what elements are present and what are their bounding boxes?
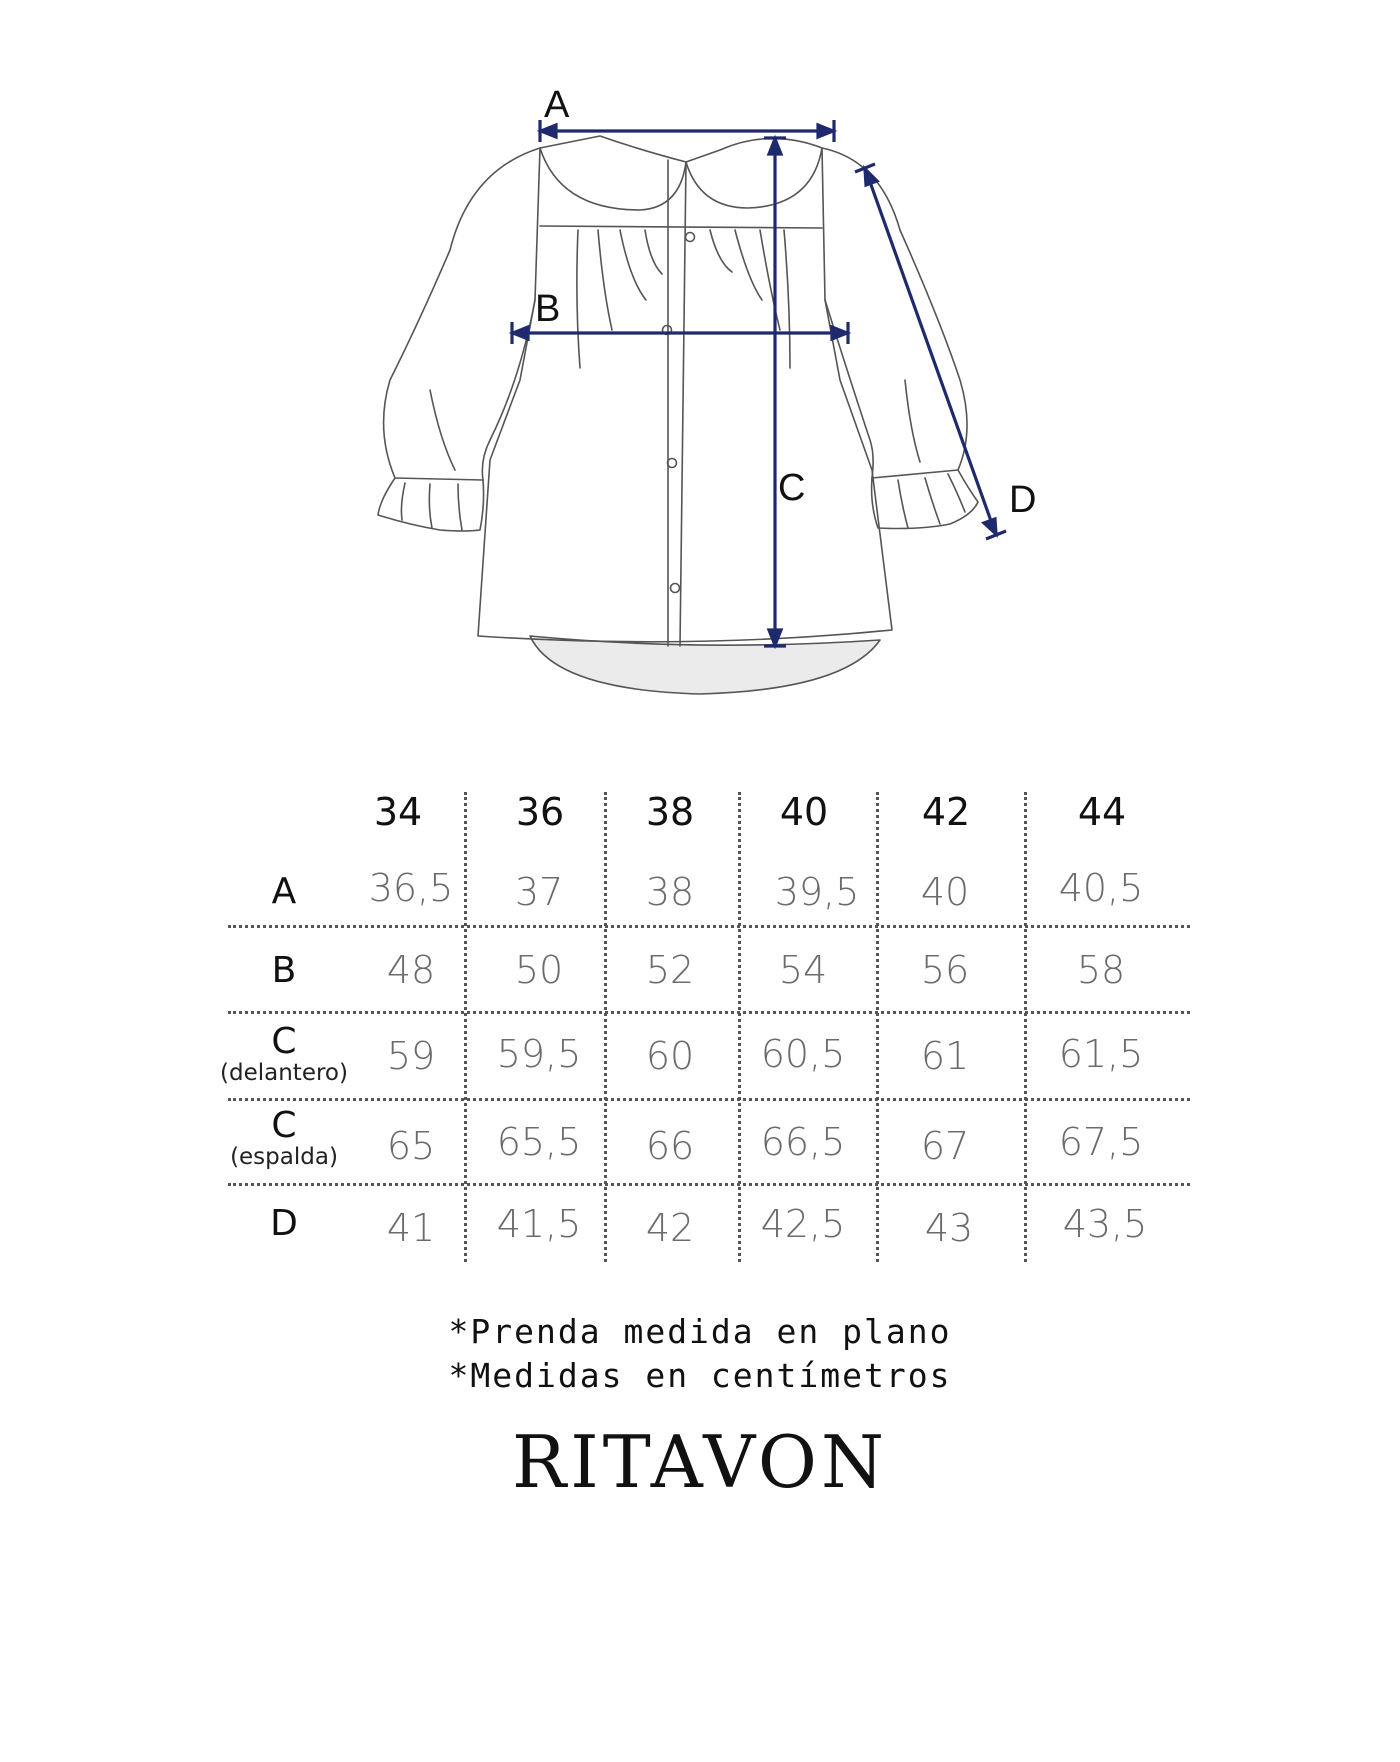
size-header: 36 <box>515 790 565 834</box>
table-cell: 39,5 <box>774 870 860 914</box>
label-c: C <box>778 467 806 509</box>
table-cell: 38 <box>645 870 695 914</box>
table-cell: 54 <box>778 948 828 992</box>
table-cell: 50 <box>514 948 564 992</box>
notes <box>0 1310 1400 1398</box>
brand-logo: RITAVON <box>512 1420 888 1504</box>
table-cell: 42,5 <box>760 1202 846 1246</box>
row-divider <box>228 1183 1190 1186</box>
size-header: 44 <box>1077 790 1127 834</box>
table-cell: 40,5 <box>1058 866 1144 910</box>
size-header: 38 <box>645 790 695 834</box>
size-header: 34 <box>373 790 423 834</box>
table-cell: 41,5 <box>496 1202 582 1246</box>
column-divider <box>604 792 607 1262</box>
table-cell: 59,5 <box>496 1032 582 1076</box>
size-header: 40 <box>779 790 829 834</box>
row-sublabel: (delantero) <box>220 1060 348 1086</box>
table-cell: 56 <box>920 948 970 992</box>
column-divider <box>876 792 879 1262</box>
row-label-c-back <box>214 1105 354 1170</box>
table-cell: 65,5 <box>496 1120 582 1164</box>
table-cell: 66,5 <box>760 1120 846 1164</box>
column-divider <box>1024 792 1027 1262</box>
table-cell: 37 <box>514 870 564 914</box>
table-cell: 36,5 <box>368 866 454 910</box>
row-label-c-front <box>214 1021 354 1086</box>
measurement-lines <box>512 120 1006 646</box>
row-label-letter: D <box>270 1203 298 1244</box>
table-cell: 59 <box>386 1034 436 1078</box>
label-d: D <box>1009 479 1037 521</box>
column-divider <box>738 792 741 1262</box>
table-cell: 48 <box>386 948 436 992</box>
label-b: B <box>535 288 561 330</box>
table-cell: 41 <box>386 1206 436 1250</box>
table-cell: 43 <box>924 1206 974 1250</box>
row-divider <box>228 925 1190 928</box>
column-divider <box>464 792 467 1262</box>
row-label-letter: C <box>271 1021 297 1062</box>
row-divider <box>228 1098 1190 1101</box>
table-cell: 67 <box>920 1124 970 1168</box>
row-divider <box>228 1011 1190 1014</box>
table-cell: 65 <box>386 1124 436 1168</box>
table-cell: 52 <box>645 948 695 992</box>
table-cell: 58 <box>1076 948 1126 992</box>
table-cell: 40 <box>920 870 970 914</box>
table-cell: 42 <box>645 1206 695 1250</box>
table-cell: 66 <box>645 1124 695 1168</box>
table-cell: 61 <box>920 1034 970 1078</box>
row-label-letter: B <box>271 950 297 991</box>
label-a: A <box>544 84 570 126</box>
note-flat-measure: *Prenda medida en plano <box>448 1312 952 1351</box>
table-cell: 60,5 <box>760 1032 846 1076</box>
garment-diagram <box>0 0 1400 720</box>
table-cell: 67,5 <box>1058 1120 1144 1164</box>
row-label-d <box>214 1203 354 1244</box>
row-label-letter: A <box>271 871 297 912</box>
row-label-letter: C <box>271 1105 297 1146</box>
note-units: *Medidas en centímetros <box>448 1356 952 1395</box>
table-cell: 43,5 <box>1062 1202 1148 1246</box>
row-sublabel: (espalda) <box>230 1144 338 1170</box>
size-header: 42 <box>921 790 971 834</box>
row-label-b <box>214 950 354 991</box>
table-cell: 60 <box>645 1034 695 1078</box>
blouse-sketch <box>378 136 978 694</box>
measure-d-line <box>865 168 996 535</box>
table-cell: 61,5 <box>1058 1032 1144 1076</box>
row-label-a <box>214 871 354 912</box>
